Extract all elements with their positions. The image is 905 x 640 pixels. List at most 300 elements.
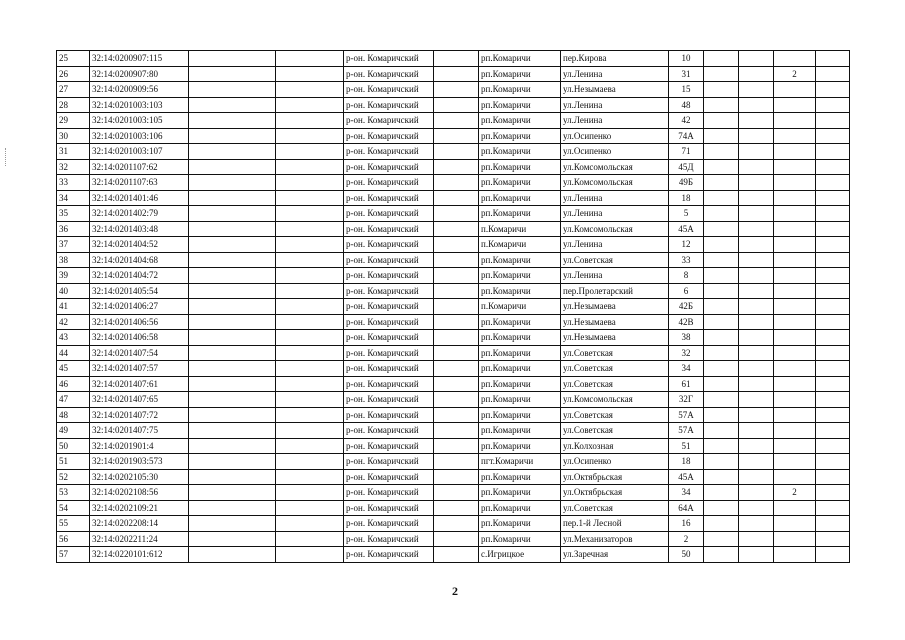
house-number: 16: [669, 516, 704, 532]
extra-value: [774, 175, 816, 191]
extra-value: [774, 299, 816, 315]
extra-value: [774, 392, 816, 408]
cadastral-number: 32:14:0201406:27: [90, 299, 189, 315]
extra-value: [774, 51, 816, 67]
extra-value: [774, 407, 816, 423]
extra-value: [774, 454, 816, 470]
cadastral-number: 32:14:0201003:105: [90, 113, 189, 129]
street: ул.Ленина: [561, 237, 669, 253]
row-number: 48: [57, 407, 90, 423]
empty-cell: [816, 175, 850, 191]
extra-value: [774, 113, 816, 129]
settlement: рп.Комаричи: [479, 531, 561, 547]
empty-cell: [739, 516, 774, 532]
empty-cell: [189, 221, 276, 237]
district: р-он. Комаричский: [344, 252, 434, 268]
empty-cell: [739, 485, 774, 501]
district: р-он. Комаричский: [344, 190, 434, 206]
extra-value: [774, 423, 816, 439]
street: ул.Комсомольская: [561, 221, 669, 237]
extra-value: [774, 206, 816, 222]
settlement: рп.Комаричи: [479, 128, 561, 144]
empty-cell: [434, 438, 479, 454]
settlement: рп.Комаричи: [479, 376, 561, 392]
street: ул.Октябрьская: [561, 469, 669, 485]
settlement: п.Комаричи: [479, 299, 561, 315]
settlement: рп.Комаричи: [479, 175, 561, 191]
empty-cell: [434, 299, 479, 315]
street: ул.Советская: [561, 361, 669, 377]
empty-cell: [434, 128, 479, 144]
empty-cell: [816, 345, 850, 361]
house-number: 6: [669, 283, 704, 299]
settlement: рп.Комаричи: [479, 113, 561, 129]
empty-cell: [434, 144, 479, 160]
empty-cell: [189, 128, 276, 144]
cadastral-number: 32:14:0201406:58: [90, 330, 189, 346]
table-row: [57, 392, 850, 408]
district: р-он. Комаричский: [344, 407, 434, 423]
settlement: рп.Комаричи: [479, 438, 561, 454]
empty-cell: [434, 423, 479, 439]
settlement: рп.Комаричи: [479, 500, 561, 516]
empty-cell: [704, 268, 739, 284]
house-number: 57А: [669, 407, 704, 423]
empty-cell: [704, 128, 739, 144]
row-number: 43: [57, 330, 90, 346]
empty-cell: [739, 237, 774, 253]
district: р-он. Комаричский: [344, 221, 434, 237]
street: ул.Комсомольская: [561, 175, 669, 191]
empty-cell: [434, 407, 479, 423]
district: р-он. Комаричский: [344, 206, 434, 222]
row-number: 56: [57, 531, 90, 547]
row-number: 27: [57, 82, 90, 98]
extra-value: [774, 500, 816, 516]
empty-cell: [704, 330, 739, 346]
house-number: 8: [669, 268, 704, 284]
empty-cell: [739, 66, 774, 82]
empty-cell: [189, 407, 276, 423]
settlement: рп.Комаричи: [479, 144, 561, 160]
extra-value: [774, 516, 816, 532]
house-number: 12: [669, 237, 704, 253]
street: ул.Незымаева: [561, 330, 669, 346]
empty-cell: [189, 159, 276, 175]
empty-cell: [704, 376, 739, 392]
table-row: [57, 97, 850, 113]
settlement: рп.Комаричи: [479, 268, 561, 284]
empty-cell: [276, 299, 344, 315]
table-row: [57, 144, 850, 160]
empty-cell: [704, 66, 739, 82]
empty-cell: [276, 392, 344, 408]
settlement: рп.Комаричи: [479, 206, 561, 222]
empty-cell: [739, 423, 774, 439]
empty-cell: [276, 376, 344, 392]
house-number: 2: [669, 531, 704, 547]
empty-cell: [816, 237, 850, 253]
empty-cell: [276, 159, 344, 175]
empty-cell: [434, 66, 479, 82]
table-row: [57, 128, 850, 144]
settlement: п.Комаричи: [479, 221, 561, 237]
empty-cell: [816, 299, 850, 315]
empty-cell: [816, 423, 850, 439]
row-number: 37: [57, 237, 90, 253]
cadastral-number: 32:14:0200909:56: [90, 82, 189, 98]
empty-cell: [189, 206, 276, 222]
empty-cell: [739, 314, 774, 330]
empty-cell: [434, 454, 479, 470]
empty-cell: [189, 500, 276, 516]
street: ул.Осипенко: [561, 128, 669, 144]
empty-cell: [739, 175, 774, 191]
settlement: рп.Комаричи: [479, 66, 561, 82]
district: р-он. Комаричский: [344, 469, 434, 485]
house-number: 48: [669, 97, 704, 113]
empty-cell: [276, 500, 344, 516]
street: ул.Заречная: [561, 547, 669, 563]
empty-cell: [704, 454, 739, 470]
settlement: пгт.Комаричи: [479, 454, 561, 470]
empty-cell: [276, 283, 344, 299]
table-row: [57, 268, 850, 284]
district: р-он. Комаричский: [344, 97, 434, 113]
extra-value: [774, 469, 816, 485]
settlement: рп.Комаричи: [479, 51, 561, 67]
empty-cell: [276, 66, 344, 82]
empty-cell: [704, 97, 739, 113]
table-row: [57, 314, 850, 330]
empty-cell: [739, 392, 774, 408]
table-row: [57, 51, 850, 67]
empty-cell: [816, 82, 850, 98]
street: ул.Осипенко: [561, 144, 669, 160]
table-row: [57, 454, 850, 470]
empty-cell: [189, 330, 276, 346]
empty-cell: [189, 485, 276, 501]
house-number: 34: [669, 361, 704, 377]
empty-cell: [704, 485, 739, 501]
table-row: [57, 485, 850, 501]
empty-cell: [816, 252, 850, 268]
street: ул.Ленина: [561, 206, 669, 222]
empty-cell: [704, 144, 739, 160]
settlement: рп.Комаричи: [479, 361, 561, 377]
district: р-он. Комаричский: [344, 376, 434, 392]
house-number: 32: [669, 345, 704, 361]
empty-cell: [739, 299, 774, 315]
cadastral-number: 32:14:0202105:30: [90, 469, 189, 485]
empty-cell: [816, 51, 850, 67]
empty-cell: [816, 485, 850, 501]
empty-cell: [739, 376, 774, 392]
empty-cell: [189, 51, 276, 67]
district: р-он. Комаричский: [344, 438, 434, 454]
district: р-он. Комаричский: [344, 66, 434, 82]
empty-cell: [189, 190, 276, 206]
row-number: 32: [57, 159, 90, 175]
empty-cell: [434, 547, 479, 563]
house-number: 33: [669, 252, 704, 268]
empty-cell: [434, 361, 479, 377]
empty-cell: [739, 469, 774, 485]
table-row: [57, 423, 850, 439]
empty-cell: [189, 252, 276, 268]
house-number: 31: [669, 66, 704, 82]
empty-cell: [816, 516, 850, 532]
table-row: [57, 516, 850, 532]
row-number: 55: [57, 516, 90, 532]
extra-value: [774, 283, 816, 299]
house-number: 45Д: [669, 159, 704, 175]
row-number: 49: [57, 423, 90, 439]
house-number: 18: [669, 454, 704, 470]
empty-cell: [739, 51, 774, 67]
empty-cell: [704, 252, 739, 268]
street: ул.Ленина: [561, 113, 669, 129]
empty-cell: [704, 82, 739, 98]
empty-cell: [816, 407, 850, 423]
settlement: рп.Комаричи: [479, 97, 561, 113]
empty-cell: [189, 469, 276, 485]
empty-cell: [434, 469, 479, 485]
street: пер.Пролетарский: [561, 283, 669, 299]
row-number: 38: [57, 252, 90, 268]
table-row: [57, 82, 850, 98]
empty-cell: [276, 547, 344, 563]
empty-cell: [276, 237, 344, 253]
cadastral-number: 32:14:0201401:46: [90, 190, 189, 206]
empty-cell: [704, 221, 739, 237]
empty-cell: [189, 345, 276, 361]
settlement: рп.Комаричи: [479, 314, 561, 330]
house-number: 61: [669, 376, 704, 392]
empty-cell: [816, 268, 850, 284]
empty-cell: [189, 516, 276, 532]
page-number: 2: [452, 584, 458, 598]
district: р-он. Комаричский: [344, 361, 434, 377]
empty-cell: [816, 314, 850, 330]
empty-cell: [276, 531, 344, 547]
empty-cell: [739, 283, 774, 299]
empty-cell: [816, 144, 850, 160]
empty-cell: [434, 51, 479, 67]
empty-cell: [816, 469, 850, 485]
row-number: 47: [57, 392, 90, 408]
empty-cell: [276, 144, 344, 160]
empty-cell: [739, 206, 774, 222]
empty-cell: [189, 423, 276, 439]
empty-cell: [704, 51, 739, 67]
empty-cell: [704, 500, 739, 516]
empty-cell: [704, 516, 739, 532]
empty-cell: [816, 361, 850, 377]
empty-cell: [704, 190, 739, 206]
empty-cell: [276, 175, 344, 191]
empty-cell: [434, 237, 479, 253]
district: р-он. Комаричский: [344, 531, 434, 547]
table-row: [57, 547, 850, 563]
cadastral-number: 32:14:0201406:56: [90, 314, 189, 330]
empty-cell: [704, 345, 739, 361]
empty-cell: [276, 128, 344, 144]
extra-value: [774, 82, 816, 98]
extra-value: [774, 547, 816, 563]
empty-cell: [739, 330, 774, 346]
street: ул.Незымаева: [561, 299, 669, 315]
empty-cell: [739, 407, 774, 423]
house-number: 57А: [669, 423, 704, 439]
street: ул.Советская: [561, 252, 669, 268]
cadastral-number: 32:14:0201404:52: [90, 237, 189, 253]
extra-value: [774, 97, 816, 113]
empty-cell: [434, 516, 479, 532]
table-row: [57, 500, 850, 516]
street: ул.Советская: [561, 423, 669, 439]
settlement: рп.Комаричи: [479, 283, 561, 299]
empty-cell: [816, 454, 850, 470]
cadastral-number: 32:14:0220101:612: [90, 547, 189, 563]
empty-cell: [276, 423, 344, 439]
empty-cell: [434, 97, 479, 113]
empty-cell: [189, 237, 276, 253]
row-number: 45: [57, 361, 90, 377]
extra-value: [774, 438, 816, 454]
house-number: 64А: [669, 500, 704, 516]
empty-cell: [434, 190, 479, 206]
empty-cell: [434, 268, 479, 284]
table-row: [57, 66, 850, 82]
row-number: 51: [57, 454, 90, 470]
district: р-он. Комаричский: [344, 299, 434, 315]
table-row: [57, 252, 850, 268]
extra-value: [774, 237, 816, 253]
table-row: [57, 237, 850, 253]
empty-cell: [276, 485, 344, 501]
house-number: 42В: [669, 314, 704, 330]
empty-cell: [189, 438, 276, 454]
empty-cell: [704, 314, 739, 330]
empty-cell: [434, 221, 479, 237]
street: ул.Незымаева: [561, 314, 669, 330]
table-row: [57, 438, 850, 454]
empty-cell: [434, 392, 479, 408]
district: р-он. Комаричский: [344, 314, 434, 330]
empty-cell: [276, 330, 344, 346]
extra-value: 2: [774, 485, 816, 501]
street: ул.Осипенко: [561, 454, 669, 470]
empty-cell: [704, 423, 739, 439]
street: ул.Советская: [561, 345, 669, 361]
empty-cell: [434, 113, 479, 129]
empty-cell: [189, 97, 276, 113]
cadastral-number: 32:14:0200907:115: [90, 51, 189, 67]
settlement: с.Игрицкое: [479, 547, 561, 563]
empty-cell: [189, 144, 276, 160]
cadastral-number: 32:14:0201903:573: [90, 454, 189, 470]
house-number: 42: [669, 113, 704, 129]
empty-cell: [276, 407, 344, 423]
extra-value: [774, 361, 816, 377]
row-number: 44: [57, 345, 90, 361]
settlement: рп.Комаричи: [479, 190, 561, 206]
empty-cell: [434, 531, 479, 547]
row-number: 50: [57, 438, 90, 454]
table-row: [57, 175, 850, 191]
street: ул.Колхозная: [561, 438, 669, 454]
empty-cell: [739, 159, 774, 175]
empty-cell: [276, 51, 344, 67]
settlement: рп.Комаричи: [479, 392, 561, 408]
district: р-он. Комаричский: [344, 113, 434, 129]
empty-cell: [276, 206, 344, 222]
empty-cell: [434, 500, 479, 516]
district: р-он. Комаричский: [344, 500, 434, 516]
cadastral-number: 32:14:0201003:103: [90, 97, 189, 113]
empty-cell: [739, 221, 774, 237]
cadastral-number: 32:14:0202208:14: [90, 516, 189, 532]
empty-cell: [816, 392, 850, 408]
cadastral-number: 32:14:0201107:62: [90, 159, 189, 175]
extra-value: [774, 531, 816, 547]
district: р-он. Комаричский: [344, 128, 434, 144]
house-number: 32Г: [669, 392, 704, 408]
row-number: 34: [57, 190, 90, 206]
table-row: [57, 469, 850, 485]
empty-cell: [816, 330, 850, 346]
empty-cell: [189, 547, 276, 563]
street: пер.Кирова: [561, 51, 669, 67]
cadastral-number: 32:14:0201403:48: [90, 221, 189, 237]
table-row: [57, 283, 850, 299]
empty-cell: [816, 547, 850, 563]
cadastral-number: 32:14:0201407:54: [90, 345, 189, 361]
empty-cell: [434, 159, 479, 175]
empty-cell: [189, 314, 276, 330]
row-number: 31: [57, 144, 90, 160]
row-number: 28: [57, 97, 90, 113]
empty-cell: [189, 175, 276, 191]
empty-cell: [276, 516, 344, 532]
extra-value: [774, 128, 816, 144]
empty-cell: [739, 113, 774, 129]
cadastral-number: 32:14:0201407:61: [90, 376, 189, 392]
extra-value: [774, 190, 816, 206]
empty-cell: [704, 159, 739, 175]
empty-cell: [704, 113, 739, 129]
district: р-он. Комаричский: [344, 237, 434, 253]
extra-value: [774, 159, 816, 175]
empty-cell: [816, 113, 850, 129]
extra-value: [774, 345, 816, 361]
empty-cell: [276, 252, 344, 268]
cadastral-number: 32:14:0201404:72: [90, 268, 189, 284]
house-number: 34: [669, 485, 704, 501]
house-number: 71: [669, 144, 704, 160]
cadastral-number: 32:14:0201003:106: [90, 128, 189, 144]
house-number: 49Б: [669, 175, 704, 191]
settlement: рп.Комаричи: [479, 330, 561, 346]
cadastral-number: 32:14:0202108:56: [90, 485, 189, 501]
empty-cell: [276, 113, 344, 129]
extra-value: [774, 330, 816, 346]
house-number: 10: [669, 51, 704, 67]
row-number: 53: [57, 485, 90, 501]
empty-cell: [739, 268, 774, 284]
settlement: рп.Комаричи: [479, 407, 561, 423]
